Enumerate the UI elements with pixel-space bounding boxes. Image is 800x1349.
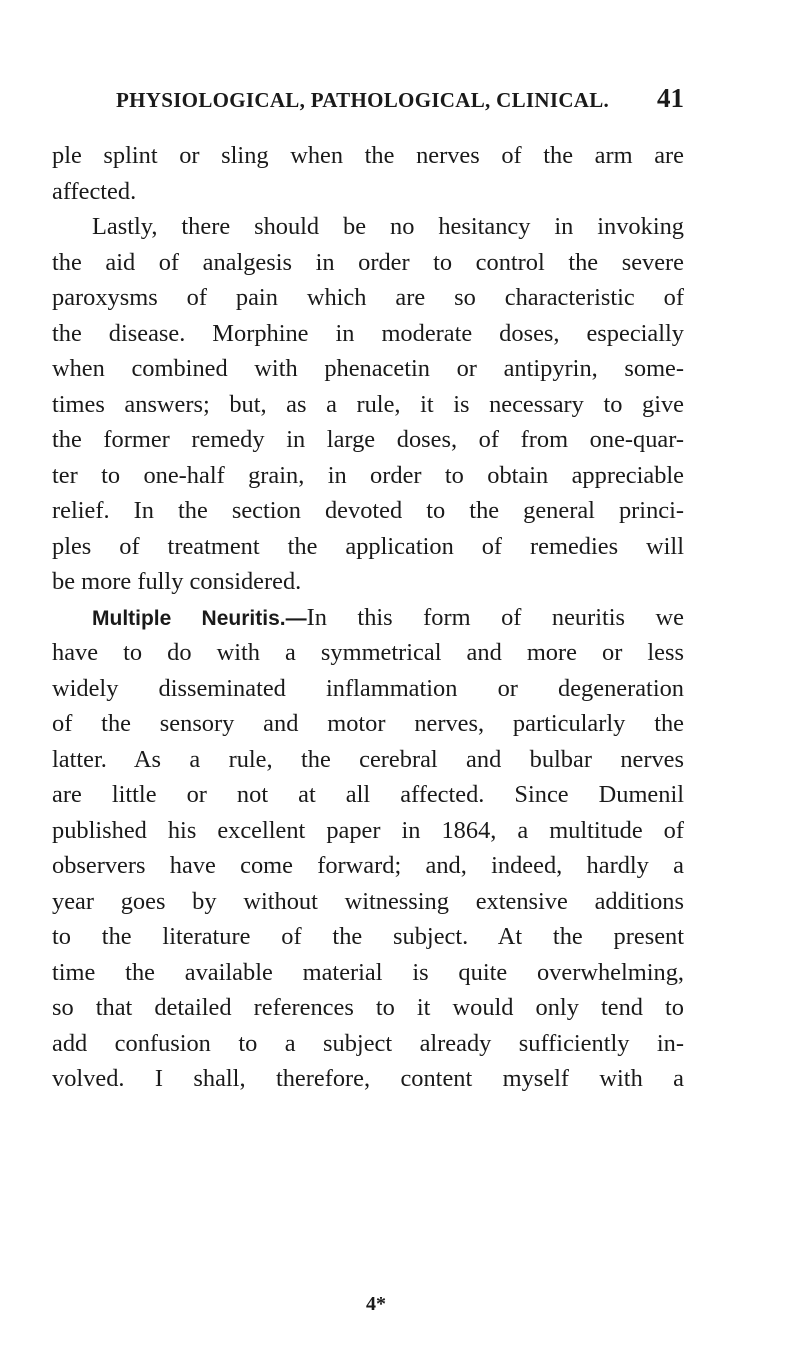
text-line: ples of treatment the application of remedies will [52, 532, 684, 560]
body-text [52, 138, 684, 1097]
text-line: relief. In the section devoted to the general princi- [52, 497, 684, 524]
text-line: paroxysms of pain which are so characteristic of [52, 284, 684, 311]
text-line: widely disseminated inflammation or degeneration [52, 674, 684, 702]
text-line: Lastly, there should be no hesitancy in invoking [92, 213, 684, 240]
text-line: add confusion to a subject already sufficiently in- [52, 1029, 684, 1057]
text-line: be more fully considered. [52, 568, 302, 595]
page-header [116, 83, 684, 122]
text-line: times answers; but, as a rule, it is necessary to give [52, 390, 684, 418]
text-line: the disease. Morphine in moderate doses, especially [52, 319, 684, 347]
text-line: published his excellent paper in 1864, a multitude of [52, 816, 684, 844]
text-line: ter to one-half grain, in order to obtain appreciable [52, 461, 684, 489]
text-line: ple splint or sling when the nerves of the arm are [52, 142, 684, 169]
text-line: are little or not at all affected. Since Dumenil [52, 781, 684, 808]
text-line: affected. [52, 177, 137, 205]
text-line: volved. I shall, therefore, content myself with a [52, 1065, 684, 1092]
text-line: latter. As a rule, the cerebral and bulbar nerves [52, 745, 684, 773]
section-heading-line [52, 600, 684, 636]
text-line: so that detailed references to it would only tend to [52, 994, 684, 1021]
section-heading: Multiple Neuritis.— [92, 606, 307, 630]
text-line: of the sensory and motor nerves, particularly the [52, 710, 684, 737]
text-line: time the available material is quite overwhelming, [52, 958, 684, 986]
text-line: observers have come forward; and, indeed, hardly a [52, 852, 684, 879]
text-line: the aid of analgesis in order to control the severe [52, 248, 684, 276]
text-line-continuation: In this form of neuritis we [306, 603, 684, 631]
running-head: PHYSIOLOGICAL, PATHOLOGICAL, CLINICAL. [116, 88, 610, 112]
signature-mark: 4* [366, 1293, 386, 1315]
text-line: year goes by without witnessing extensive additions [52, 887, 684, 915]
text-line: have to do with a symmetrical and more or less [52, 639, 684, 666]
page-number: 41 [657, 83, 684, 113]
text-line: to the literature of the subject. At the present [52, 923, 684, 950]
text-line: when combined with phenacetin or antipyrin, some- [52, 355, 684, 382]
text-line: the former remedy in large doses, of from one-quar- [52, 426, 684, 453]
